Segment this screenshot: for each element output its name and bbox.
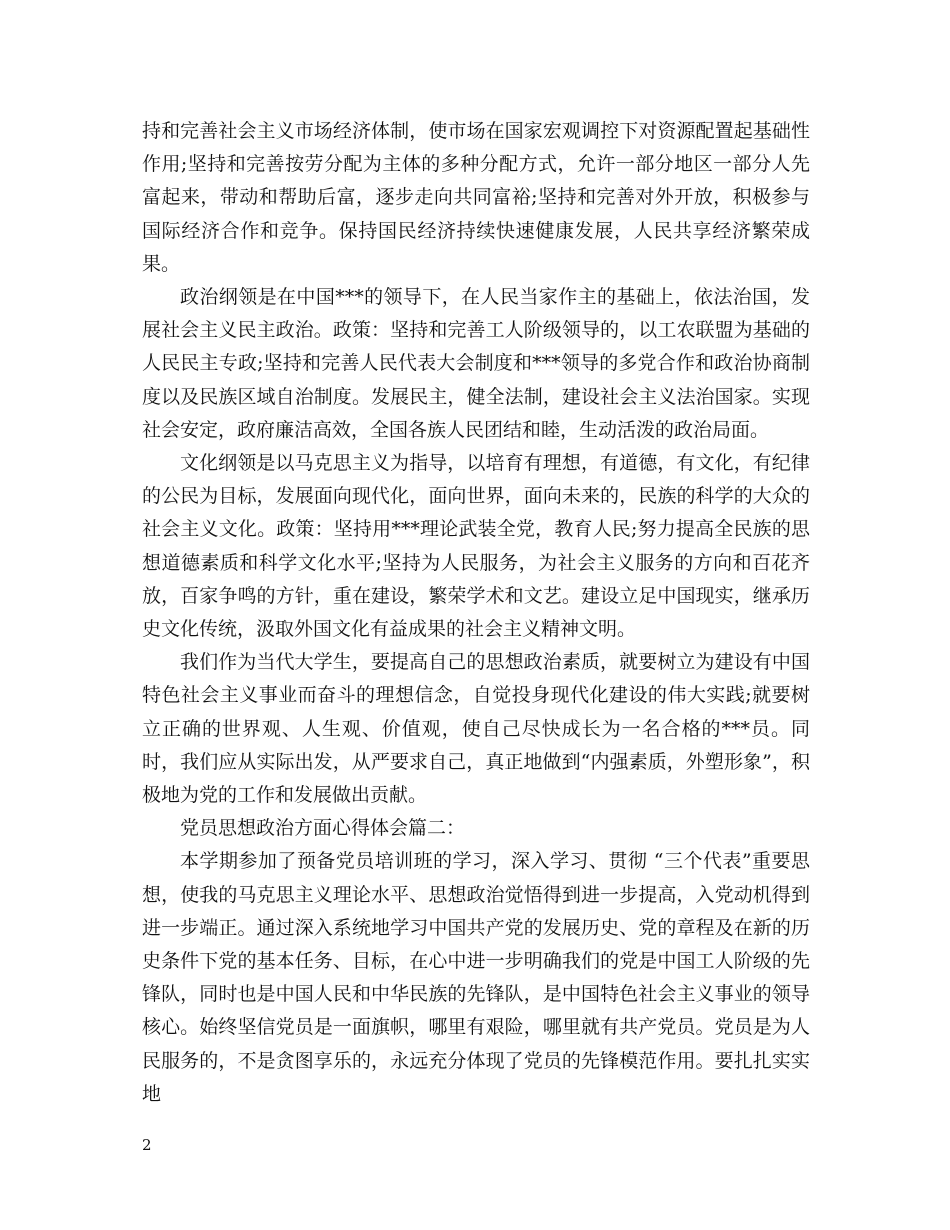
paragraph-3: 文化纲领是以马克思主义为指导，以培育有理想，有道德，有文化，有纪律的公民为目标，发展面向现代化，面向世界，面向未来的，民族的科学的大众的社会主义文化。政策：坚持用***理论武装全党，教育人民;努力提高全民族的思想道德素质和科学文化水平;坚持为人民服务，为社会主义服务的方向和百花齐放，百家争鸣的方针，重在建设，繁荣学术和文艺。建设立足中国现实，继承历史文化传统，汲取外国文化有益成果的社会主义精神文明。 (142, 452, 810, 641)
paragraph-4: 我们作为当代大学生，要提高自己的思想政治素质，就要树立为建设有中国特色社会主义事业而奋斗的理想信念，自觉投身现代化建设的伟大实践;就要树立正确的世界观、人生观、价值观，使自己尽快成长为一名合格的***员。同时，我们应从实际出发，从严要求自己，真正地做到“内强素质，外塑形象”，积极地为党的工作和发展做出贡献。 (142, 651, 810, 807)
paragraph-5: 本学期参加了预备党员培训班的学习，深入学习、贯彻 “三个代表”重要思想，使我的马克思主义理论水平、思想政治觉悟得到进一步提高，入党动机得到进一步端正。通过深入系统地学习中国共产党的发展历史、党的章程及在新的历史条件下党的基本任务、目标，在心中进一步明确我们的党是中国工人阶级的先锋队，同时也是中国人民和中华民族的先锋队，是中国特色社会主义事业的领导核心。始终坚信党员是一面旗帜，哪里有艰险，哪里就有共产党员。党员是为人民服务的，不是贪图享乐的，永远充分体现了党员的先锋模范作用。要扎扎实实地 (142, 850, 810, 1105)
paragraph-1: 持和完善社会主义市场经济体制，使市场在国家宏观调控下对资源配置起基础性作用;坚持和完善按劳分配为主体的多种分配方式，允许一部分地区一部分人先富起来，带动和帮助后富，逐步走向共同富裕;坚持和完善对外开放，积极参与国际经济合作和竞争。保持国民经济持续快速健康发展，人民共享经济繁荣成果。 (142, 120, 810, 275)
document-body (142, 115, 810, 1111)
section-heading: 党员思想政治方面心得体会篇二： (180, 817, 466, 840)
paragraph-2: 政治纲领是在中国***的领导下，在人民当家作主的基础上，依法治国，发展社会主义民主政治。政策：坚持和完善工人阶级领导的，以工农联盟为基础的人民民主专政;坚持和完善人民代表大会制度和***领导的多党合作和政治协商制度以及民族区域自治制度。发展民主，健全法制，建设社会主义法治国家。实现社会安定，政府廉洁高效，全国各族人民团结和睦，生动活泼的政治局面。 (142, 286, 810, 441)
page-number: 2 (142, 1136, 152, 1154)
